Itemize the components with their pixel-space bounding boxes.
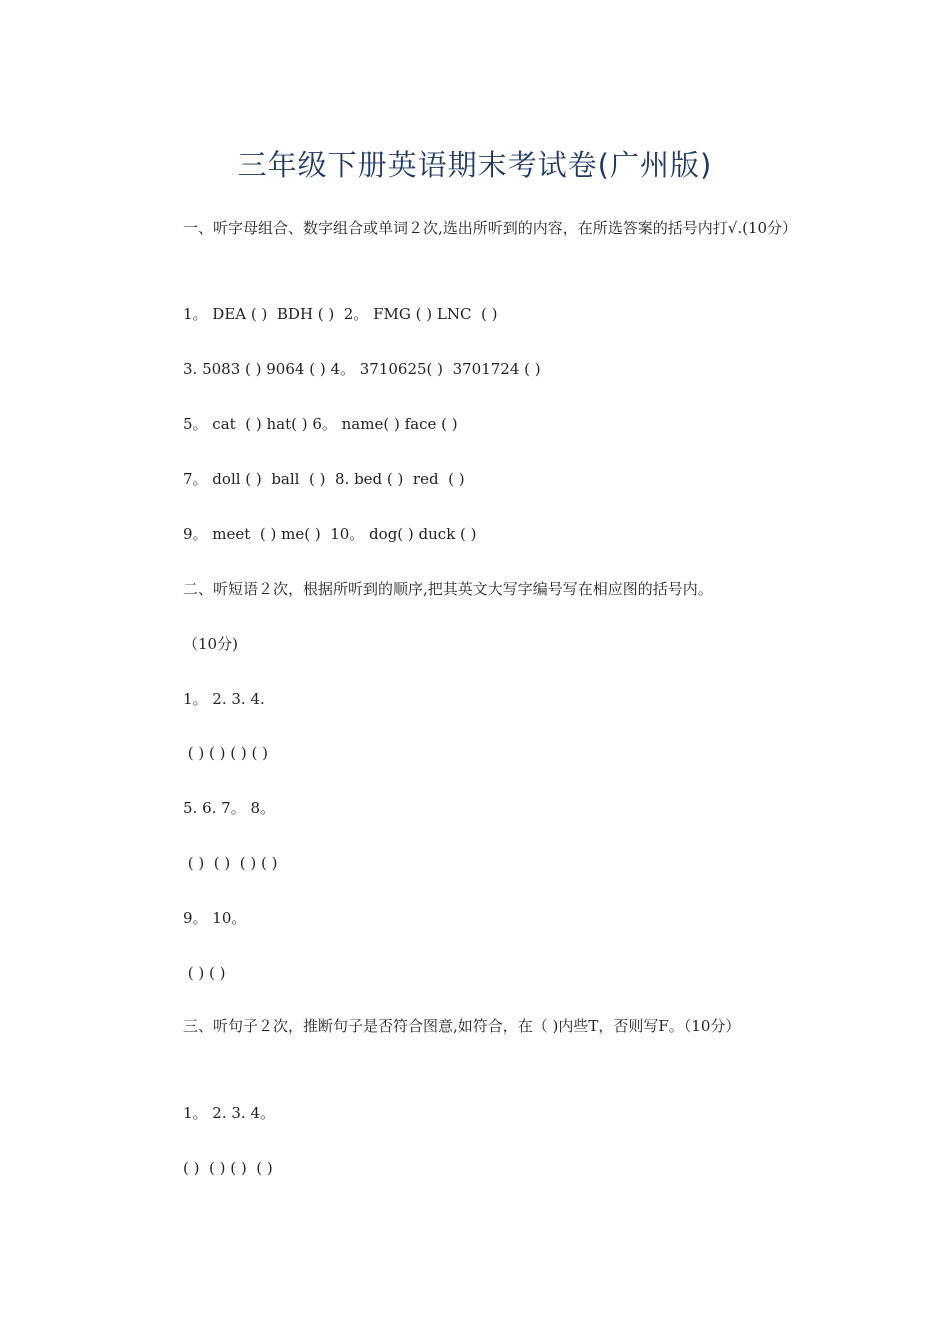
section-2-number-row: 1。 2. 3. 4. (183, 690, 265, 708)
section-2-answer-row: ( ) ( ) ( ) ( ) (183, 744, 268, 762)
section-1-item-line: 1。 DEA ( ) BDH ( ) 2。 FMG ( ) LNC ( ) (183, 305, 498, 323)
section-2-number-row: 9。 10。 (183, 909, 247, 927)
section-1-instruction: 一、听字母组合、数字组合或单词２次,选出所听到的内容，在所选答案的括号内打√.(10分） (183, 219, 798, 237)
section-2-answer-row: ( ) ( ) (183, 964, 226, 982)
section-1-item-line: 9。 meet ( ) me( ) 10。 dog( ) duck ( ) (183, 525, 477, 543)
section-1-item-line: 5。 cat ( ) hat( ) 6。 name( ) face ( ) (183, 415, 458, 433)
page-title: 三年级下册英语期末考试卷(广州版) (237, 148, 713, 182)
section-2-score: （10分) (183, 635, 238, 653)
section-2-number-row: 5. 6. 7。 8。 (183, 799, 276, 817)
section-2-answer-row: ( ) ( ) ( ) ( ) (183, 854, 278, 872)
section-1-item-line: 7。 doll ( ) ball ( ) 8. bed ( ) red ( ) (183, 470, 465, 488)
section-1-item-line: 3. 5083 ( ) 9064 ( ) 4。 3710625( ) 3701724 ( ) (183, 360, 541, 378)
section-3-instruction: 三、听句子２次，推断句子是否符合图意,如符合，在（ )内些T，否则写F。（10分） (183, 1017, 741, 1035)
section-2-instruction: 二、听短语２次，根据所听到的顺序,把其英文大写字编号写在相应图的括号内。 (183, 580, 713, 598)
section-3-number-row: 1。 2. 3. 4。 (183, 1104, 276, 1122)
section-3-answer-row: ( ) ( ) ( ) ( ) (183, 1159, 273, 1177)
